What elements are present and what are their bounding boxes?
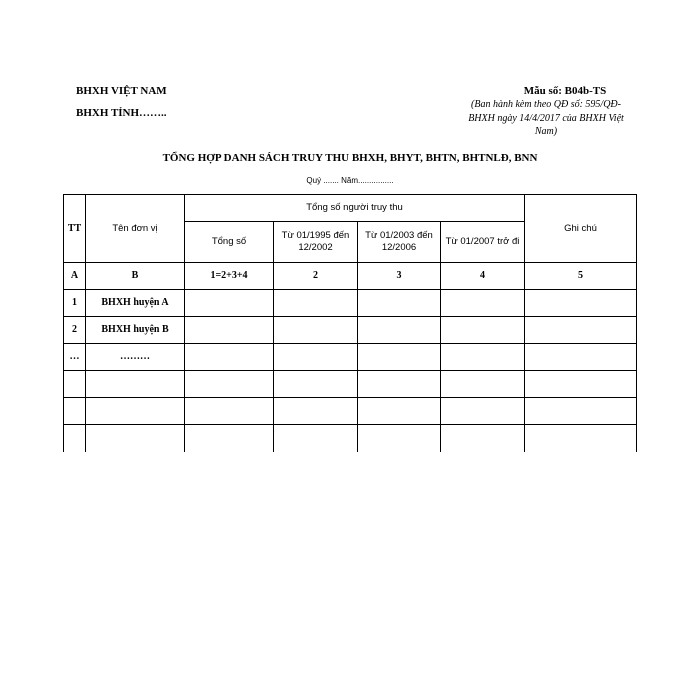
table-row-empty	[64, 398, 637, 425]
index-cell: 2	[274, 263, 358, 290]
row-unit: BHXH huyện B	[86, 317, 185, 344]
row-unit: ………	[86, 344, 185, 371]
document-title: TỔNG HỢP DANH SÁCH TRUY THU BHXH, BHYT, BHTN, BHTNLĐ, BNN	[162, 152, 538, 164]
table-row	[64, 317, 637, 344]
form-note: (Ban hành kèm theo QĐ số: 595/QĐ-BHXH ngày 14/4/2017 của BHXH Việt Nam)	[468, 99, 624, 137]
row-tt: 2	[64, 317, 86, 344]
header-period-1: Từ 01/1995 đến 12/2002	[274, 222, 358, 263]
index-cell: B	[86, 263, 185, 290]
header-period-2: Từ 01/2003 đến 12/2006	[358, 222, 441, 263]
row-tt: …	[64, 344, 86, 371]
report-table	[63, 194, 637, 452]
header-total: Tổng số	[185, 222, 274, 263]
org-name: BHXH VIỆT NAM	[76, 85, 167, 97]
org-branch: BHXH TỈNH……..	[76, 107, 167, 119]
form-info	[465, 85, 627, 139]
header-unit-name: Tên đơn vị	[86, 195, 185, 263]
index-cell: 4	[441, 263, 525, 290]
table-row-empty	[64, 425, 637, 452]
header-period-3: Từ 01/2007 trở đi	[441, 222, 525, 263]
index-cell: 3	[358, 263, 441, 290]
row-unit: BHXH huyện A	[86, 290, 185, 317]
index-cell: A	[64, 263, 86, 290]
index-cell: 1=2+3+4	[185, 263, 274, 290]
table-row-empty	[64, 371, 637, 398]
row-tt: 1	[64, 290, 86, 317]
header-tt: TT	[64, 195, 86, 263]
index-row	[64, 263, 637, 290]
index-cell: 5	[525, 263, 637, 290]
header-group-total: Tổng số người truy thu	[185, 195, 525, 222]
table-row	[64, 344, 637, 371]
header-note: Ghi chú	[525, 195, 637, 263]
form-code: Mẫu số: B04b-TS	[523, 85, 607, 97]
document-period: Quý ....... Năm................	[306, 176, 394, 185]
table-row	[64, 290, 637, 317]
